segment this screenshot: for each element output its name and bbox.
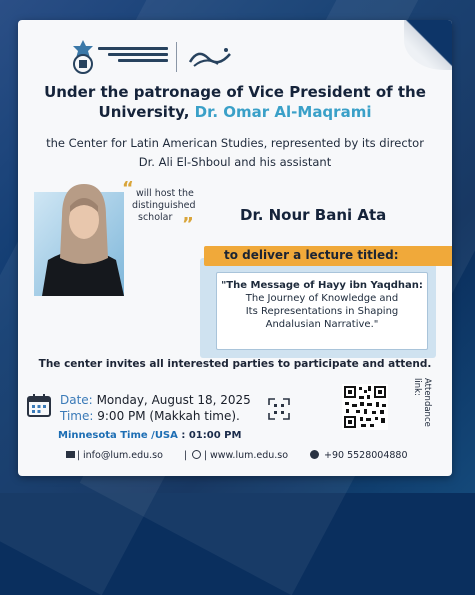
close-quote-icon: ”	[182, 214, 194, 235]
lecture-line-4: Andalusian Narrative."	[265, 319, 379, 330]
mail-icon	[66, 451, 75, 458]
lecture-line-1: "The Message of Hayy ibn Yaqdhan:	[221, 280, 423, 291]
minnesota-time	[58, 430, 241, 441]
globe-icon	[192, 450, 201, 459]
lecture-title-panel	[216, 272, 428, 350]
heading-line-2	[18, 102, 452, 122]
university-seal-icon	[70, 38, 96, 76]
center-logo-icon	[188, 44, 232, 70]
poster-card	[18, 20, 452, 476]
ribbon-label: to deliver a lecture titled:	[224, 248, 399, 262]
organizer-line-2: Dr. Ali El-Shboul and his assistant	[138, 155, 332, 169]
heading-line-2-prefix: University,	[98, 103, 195, 121]
minnesota-value: : 01:00 PM	[177, 430, 242, 441]
attendance-qr-code[interactable]	[342, 384, 388, 430]
whatsapp-icon	[310, 450, 319, 459]
quote-line-3: scholar	[138, 212, 173, 223]
email-separator: |	[77, 450, 81, 461]
date-label: Date:	[60, 393, 93, 407]
university-logo-text	[98, 44, 168, 68]
logo-bar	[18, 38, 452, 78]
contact-phone[interactable]: +90 5528004880	[324, 450, 408, 461]
lecture-ribbon	[204, 246, 452, 266]
organizer-line-1: the Center for Latin American Studies, represented by its director	[46, 136, 424, 150]
date-value: Monday, August 18, 2025	[96, 393, 251, 407]
attendance-link-label: Attendance link:	[412, 378, 432, 427]
heading-line-1: Under the patronage of Vice President of the	[44, 83, 426, 101]
lecture-line-3: Its Representations in Shaping	[245, 306, 399, 317]
open-quote-icon: “	[122, 178, 134, 199]
date-row	[60, 392, 251, 408]
time-row	[60, 408, 251, 424]
lecture-box	[200, 258, 436, 358]
logo-divider	[176, 42, 177, 72]
contact-website[interactable]: www.lum.edu.so	[210, 450, 289, 461]
quote-line-1: will host the	[136, 188, 194, 199]
time-value: 9:00 PM (Makkah time).	[97, 409, 240, 423]
speaker-name: Dr. Nour Bani Ata	[240, 206, 387, 224]
web-separator: |	[184, 450, 188, 461]
invitation-text: The center invites all interested parties to participate and attend.	[38, 358, 432, 370]
contact-email[interactable]: info@lum.edu.so	[83, 450, 163, 461]
lecture-line-2: The Journey of Knowledge and	[245, 293, 399, 304]
time-label: Time:	[60, 409, 94, 423]
organizer-text	[18, 134, 452, 172]
minnesota-label: Minnesota Time /USA	[58, 430, 178, 441]
web-separator-2: |	[204, 450, 208, 461]
event-schedule	[60, 392, 251, 424]
patronage-heading	[18, 82, 452, 122]
vice-president-name: Dr. Omar Al-Maqrami	[194, 103, 372, 121]
contact-footer	[18, 444, 452, 464]
calendar-icon	[26, 392, 52, 418]
speaker-photo	[34, 176, 130, 296]
quote-line-2: distinguished	[132, 200, 196, 211]
qr-scan-icon	[268, 398, 290, 420]
